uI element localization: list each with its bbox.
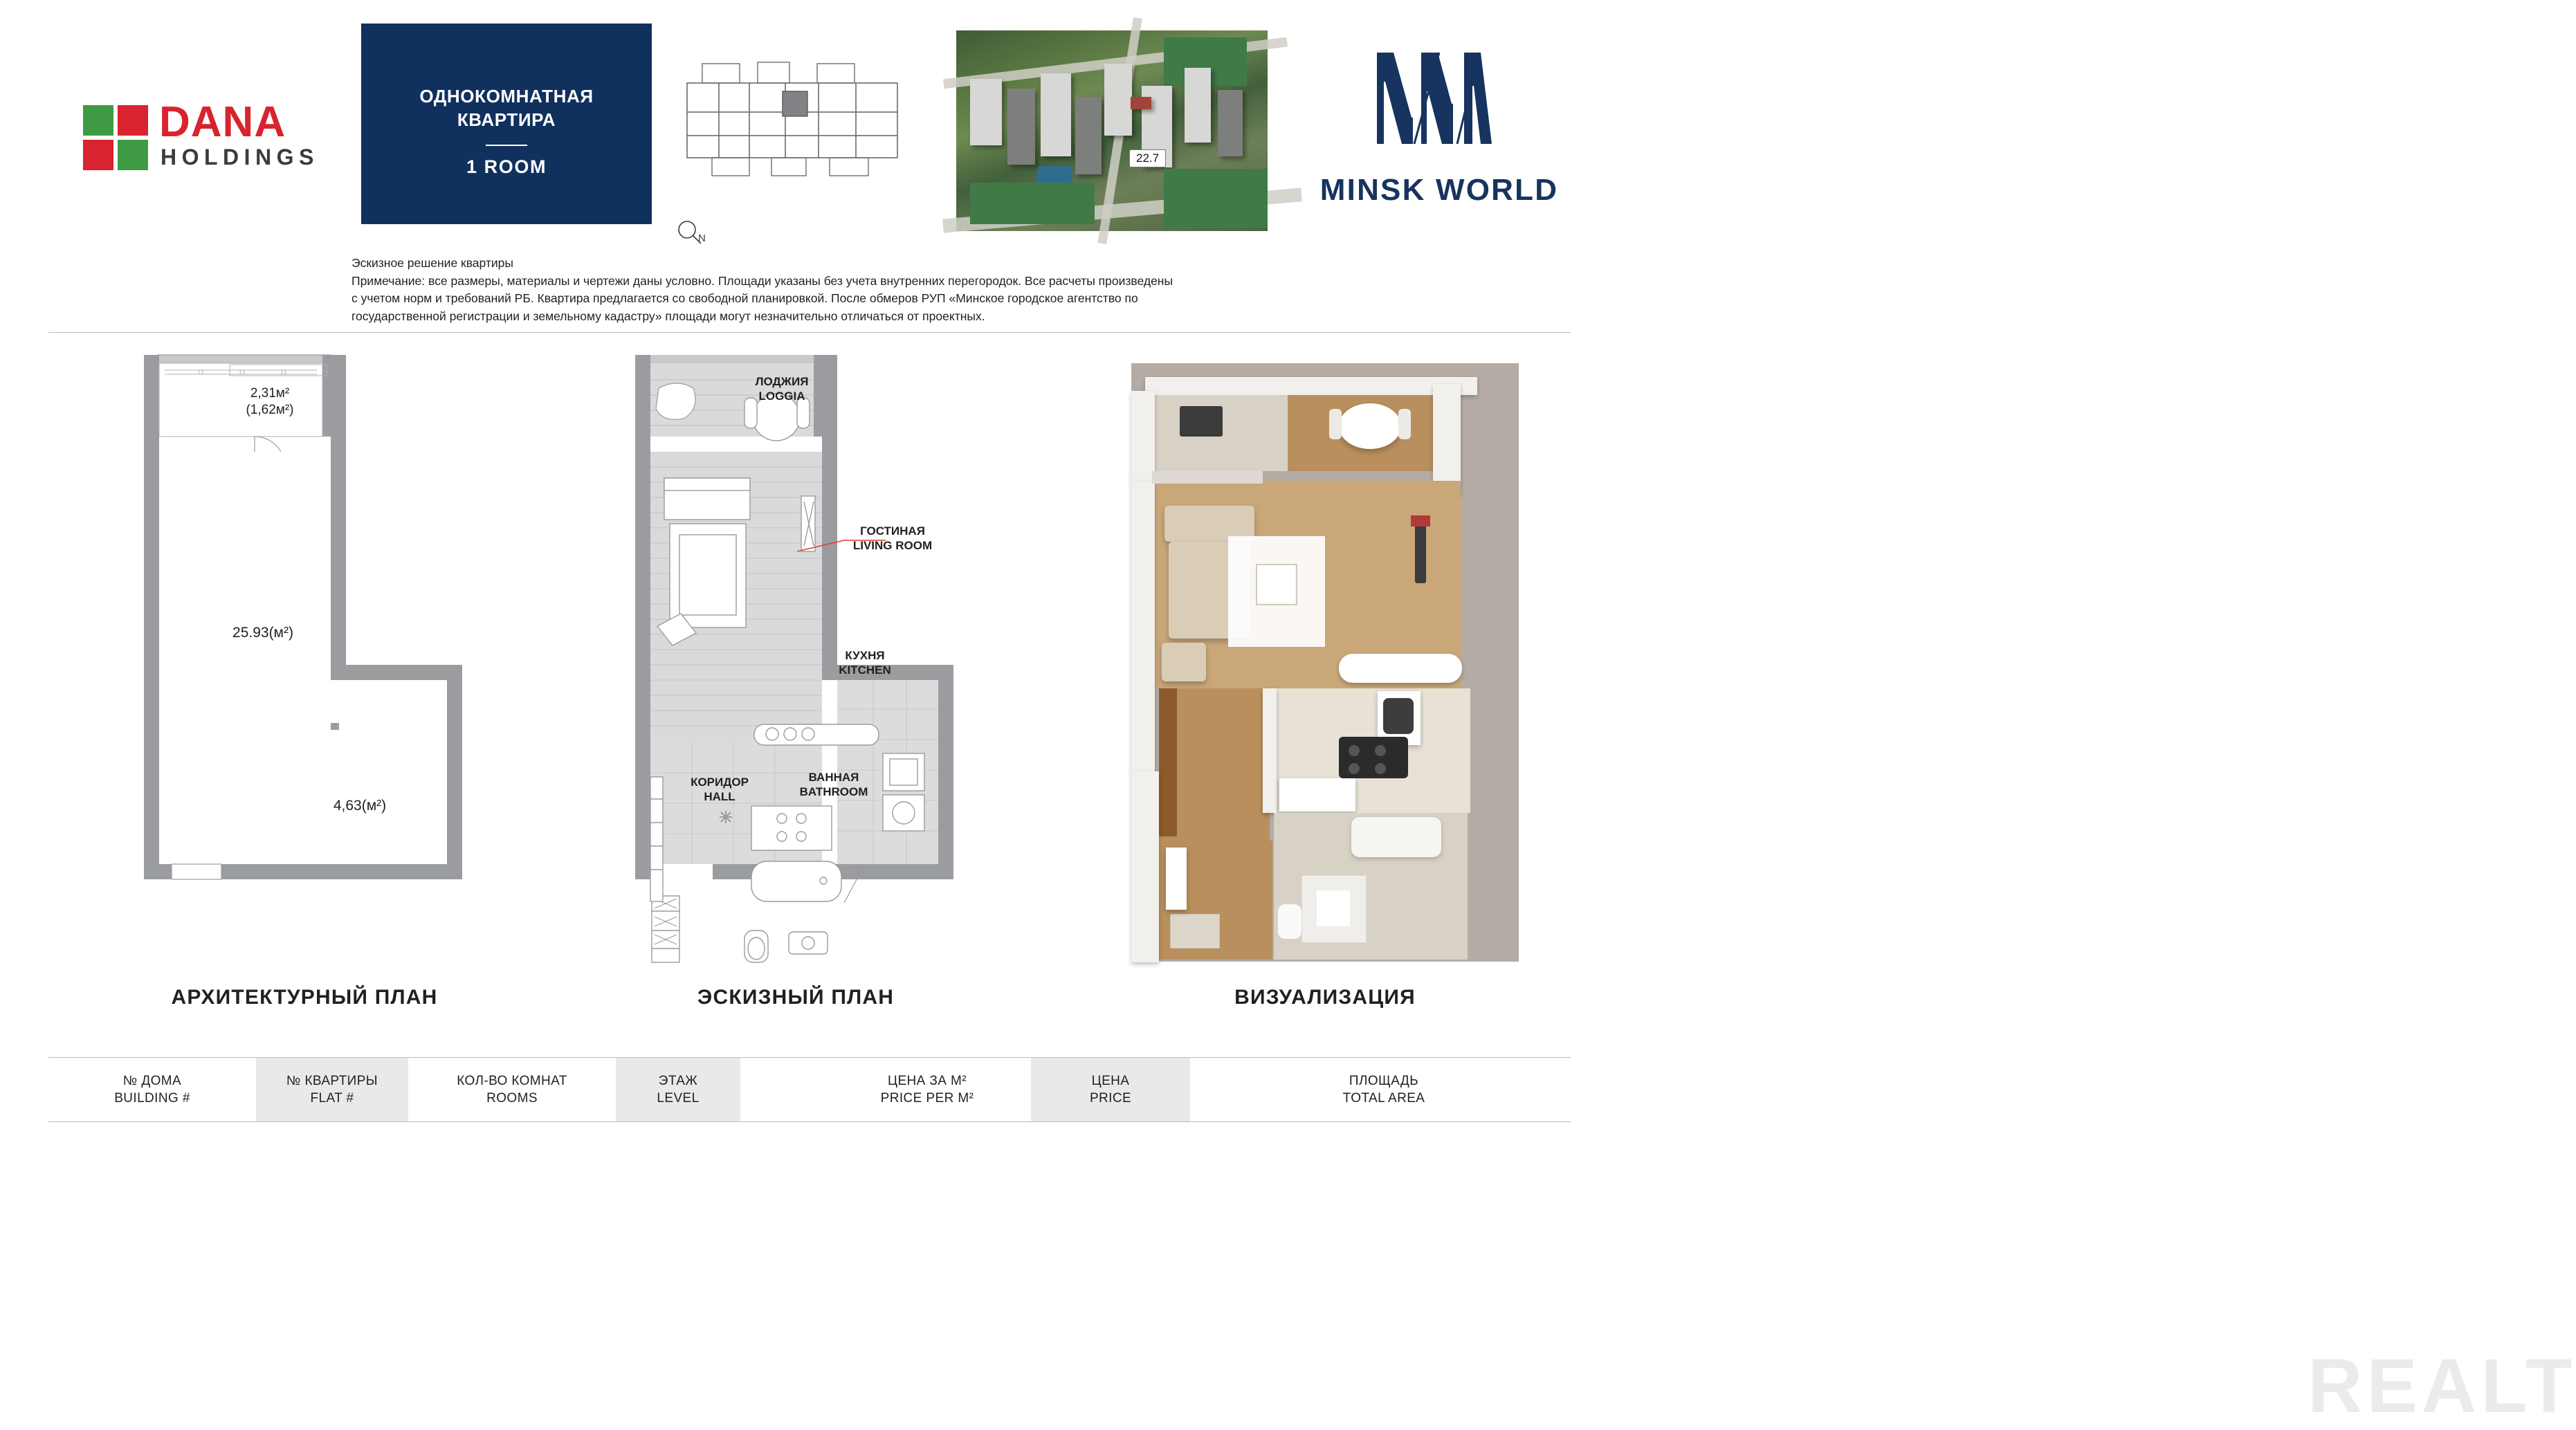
balcony-area-value: 2,31м² — [250, 386, 290, 401]
room-label-living — [823, 524, 962, 553]
footer-divider-bottom — [48, 1121, 1571, 1122]
main-room-area-label: 25.93(м²) — [232, 625, 293, 641]
summary-cell-4-value[interactable] — [740, 1058, 823, 1121]
architectural-plan-caption: АРХИТЕКТУРНЫЙ ПЛАН — [171, 986, 438, 1009]
room-label-kitchen — [796, 648, 934, 677]
minsk-world-wordmark: MINSK WORLD — [1319, 173, 1559, 207]
dana-wordmark: DANA — [159, 98, 286, 146]
realt-watermark: REALT — [2308, 1344, 2576, 1429]
room-label-loggia-en: LOGGIA — [758, 389, 805, 403]
title-divider — [486, 145, 527, 146]
room-label-hall-ru: КОРИДОР — [691, 776, 749, 789]
summary-cell-5-ru: ЦЕНА ЗА М² — [888, 1074, 967, 1088]
summary-cell-6-label — [1031, 1058, 1190, 1121]
summary-cell-2-en: FLAT # — [310, 1091, 354, 1106]
notes-line-1: Примечание: все размеры, материалы и чертежи даны условно. Площади указаны без учета внутренних перегородок. Все расчеты произведены — [351, 273, 1173, 288]
summary-cell-4-ru: ЭТАЖ — [658, 1074, 698, 1088]
room-label-bathroom-ru: ВАННАЯ — [808, 771, 859, 784]
summary-cell-7-label — [1280, 1058, 1488, 1121]
room-label-living-ru: ГОСТИНАЯ — [860, 524, 925, 538]
summary-table — [48, 1058, 1571, 1121]
compass-icon — [675, 217, 723, 252]
room-label-kitchen-ru: КУХНЯ — [845, 649, 885, 662]
header-divider — [48, 332, 1571, 333]
summary-cell-6-en: PRICE — [1089, 1091, 1132, 1106]
summary-cell-2-ru: № КВАРТИРЫ — [286, 1074, 378, 1088]
dana-subtitle: HOLDINGS — [161, 145, 319, 169]
dana-squares-icon — [83, 105, 149, 171]
aerial-site-photo — [956, 30, 1268, 231]
room-label-bathroom — [765, 770, 903, 799]
architectural-plan — [125, 349, 484, 972]
summary-cell-7-ru: ПЛОЩАДЬ — [1349, 1074, 1419, 1088]
room-label-hall — [657, 775, 782, 804]
summary-cell-7-en: TOTAL AREA — [1342, 1091, 1425, 1106]
room-label-kitchen-en: KITCHEN — [839, 663, 891, 677]
summary-cell-5-en: PRICE PER M² — [880, 1091, 974, 1106]
minsk-world-mark-icon — [1370, 40, 1508, 165]
sketch-plan — [616, 349, 976, 972]
visualization-render — [1131, 363, 1519, 962]
notes-title: Эскизное решение квартиры — [351, 256, 513, 270]
room-label-loggia-ru: ЛОДЖИЯ — [755, 375, 809, 388]
apartment-type-en: 1 ROOM — [466, 156, 547, 177]
highlighted-flat-marker — [783, 91, 807, 116]
summary-cell-1-label — [48, 1058, 256, 1121]
summary-cell-6-value[interactable] — [1190, 1058, 1280, 1121]
summary-cell-4-en: LEVEL — [657, 1091, 700, 1106]
apartment-type-ru — [361, 84, 652, 131]
apartment-type-title-box — [361, 24, 652, 224]
hall-area-label: 4,63(м²) — [333, 798, 387, 814]
visualization-caption: ВИЗУАЛИЗАЦИЯ — [1234, 986, 1416, 1009]
balcony-area-alt-value: (1,62м²) — [246, 403, 294, 417]
summary-cell-2-label — [256, 1058, 408, 1121]
summary-cell-6-ru: ЦЕНА — [1091, 1074, 1130, 1088]
disclaimer-notes — [351, 255, 1472, 325]
sketch-plan-caption: ЭСКИЗНЫЙ ПЛАН — [697, 986, 895, 1009]
sheet-header — [0, 24, 1618, 244]
summary-cell-3-label — [408, 1058, 616, 1121]
notes-line-2: с учетом норм и требований РБ. Квартира предлагается со свободной планировкой. После обмеров РУП «Минское городское агентство по — [351, 291, 1138, 305]
floor-keyplan-drawing — [682, 53, 903, 191]
room-label-living-en: LIVING ROOM — [852, 539, 933, 552]
apartment-type-ru-line2: КВАРТИРА — [457, 109, 556, 130]
minsk-world-logo — [1301, 40, 1578, 234]
dana-holdings-logo — [83, 100, 360, 176]
room-label-bathroom-en: BATHROOM — [799, 785, 868, 798]
compass-north-label: N — [698, 232, 706, 244]
summary-cell-5-label — [823, 1058, 1031, 1121]
summary-cell-4-label — [616, 1058, 740, 1121]
summary-cell-1-en: BUILDING # — [114, 1091, 190, 1106]
notes-line-3: государственной регистрации и земельному кадастру» площади могут незначительно отличаться от проектных. — [351, 309, 985, 323]
summary-cell-3-en: ROOMS — [486, 1091, 538, 1106]
summary-cell-3-ru: КОЛ-ВО КОМНАТ — [457, 1074, 567, 1088]
room-label-hall-en: HALL — [704, 790, 736, 803]
apartment-type-ru-line1: ОДНОКОМНАТНАЯ — [419, 86, 594, 107]
balcony-area-label — [208, 385, 332, 419]
building-number-badge: 22.7 — [1129, 149, 1166, 167]
architectural-plan-drawing — [125, 349, 484, 972]
summary-cell-1-ru: № ДОМА — [122, 1074, 182, 1088]
room-label-loggia — [713, 374, 851, 403]
floor-keyplan — [682, 53, 903, 191]
